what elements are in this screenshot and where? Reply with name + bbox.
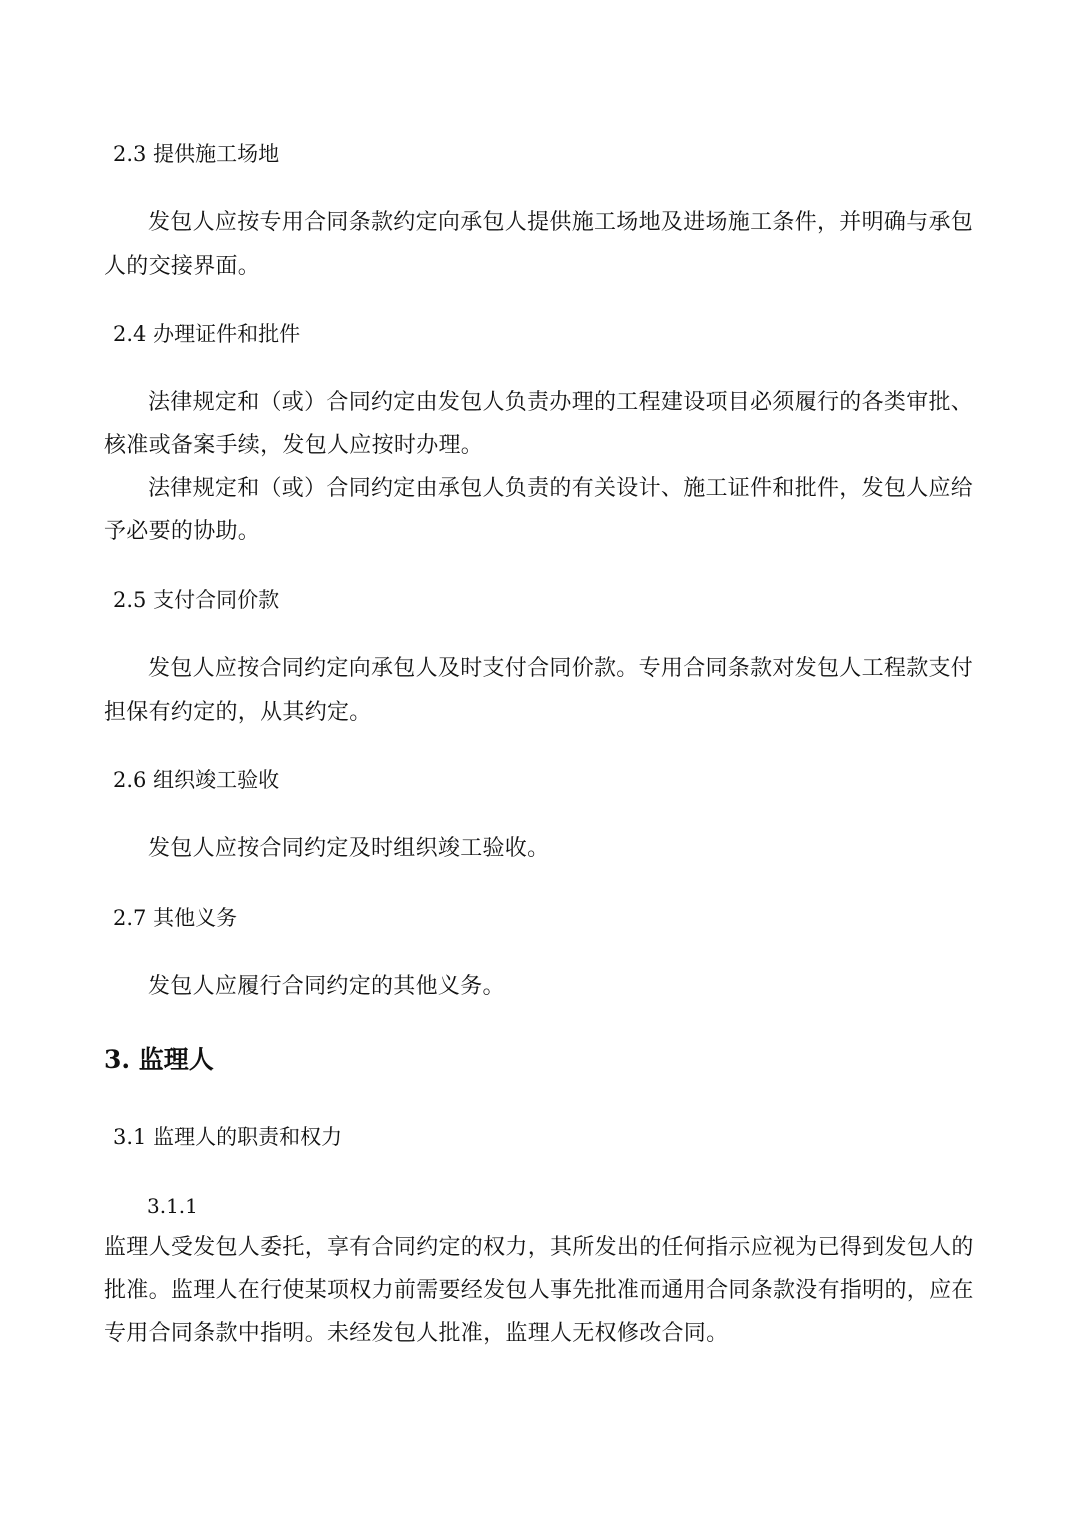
paragraph-2-5: 发包人应按合同约定向承包人及时支付合同价款。专用合同条款对发包人工程款支付担保有约定的，从其约定。 bbox=[104, 656, 974, 725]
paragraph-2-6: 发包人应按合同约定及时组织竣工验收。 bbox=[148, 836, 550, 861]
heading-2-5: 2.5 支付合同价款 bbox=[113, 588, 280, 612]
heading-2-6: 2.6 组织竣工验收 bbox=[113, 768, 280, 792]
section-title-3: 3. 监理人 bbox=[104, 1045, 214, 1074]
heading-2-7: 2.7 其他义务 bbox=[113, 906, 238, 930]
paragraph-2-3: 发包人应按专用合同条款约定向承包人提供施工场地及进场施工条件，并明确与承包人的交接界面。 bbox=[104, 210, 974, 279]
paragraph-2-4-b: 法律规定和（或）合同约定由承包人负责的有关设计、施工证件和批件，发包人应给予必要的协助。 bbox=[104, 476, 974, 544]
paragraph-2-7: 发包人应履行合同约定的其他义务。 bbox=[148, 974, 505, 999]
heading-3-1: 3.1 监理人的职责和权力 bbox=[113, 1125, 343, 1149]
heading-2-3: 2.3 提供施工场地 bbox=[113, 142, 280, 166]
paragraph-2-4-a: 法律规定和（或）合同约定由发包人负责办理的工程建设项目必须履行的各类审批、核准或备案手续，发包人应按时办理。 bbox=[104, 390, 974, 458]
paragraph-3-1-1: 监理人受发包人委托，享有合同约定的权力，其所发出的任何指示应视为已得到发包人的批准。监理人在行使某项权力前需要经发包人事先批准而通用合同条款没有指明的，应在专用合同条款中指明。未经发包人批准，监理人无权修改合同。 bbox=[104, 1235, 974, 1346]
heading-2-4: 2.4 办理证件和批件 bbox=[113, 322, 301, 346]
clause-number-3-1-1: 3.1.1 bbox=[147, 1194, 198, 1218]
